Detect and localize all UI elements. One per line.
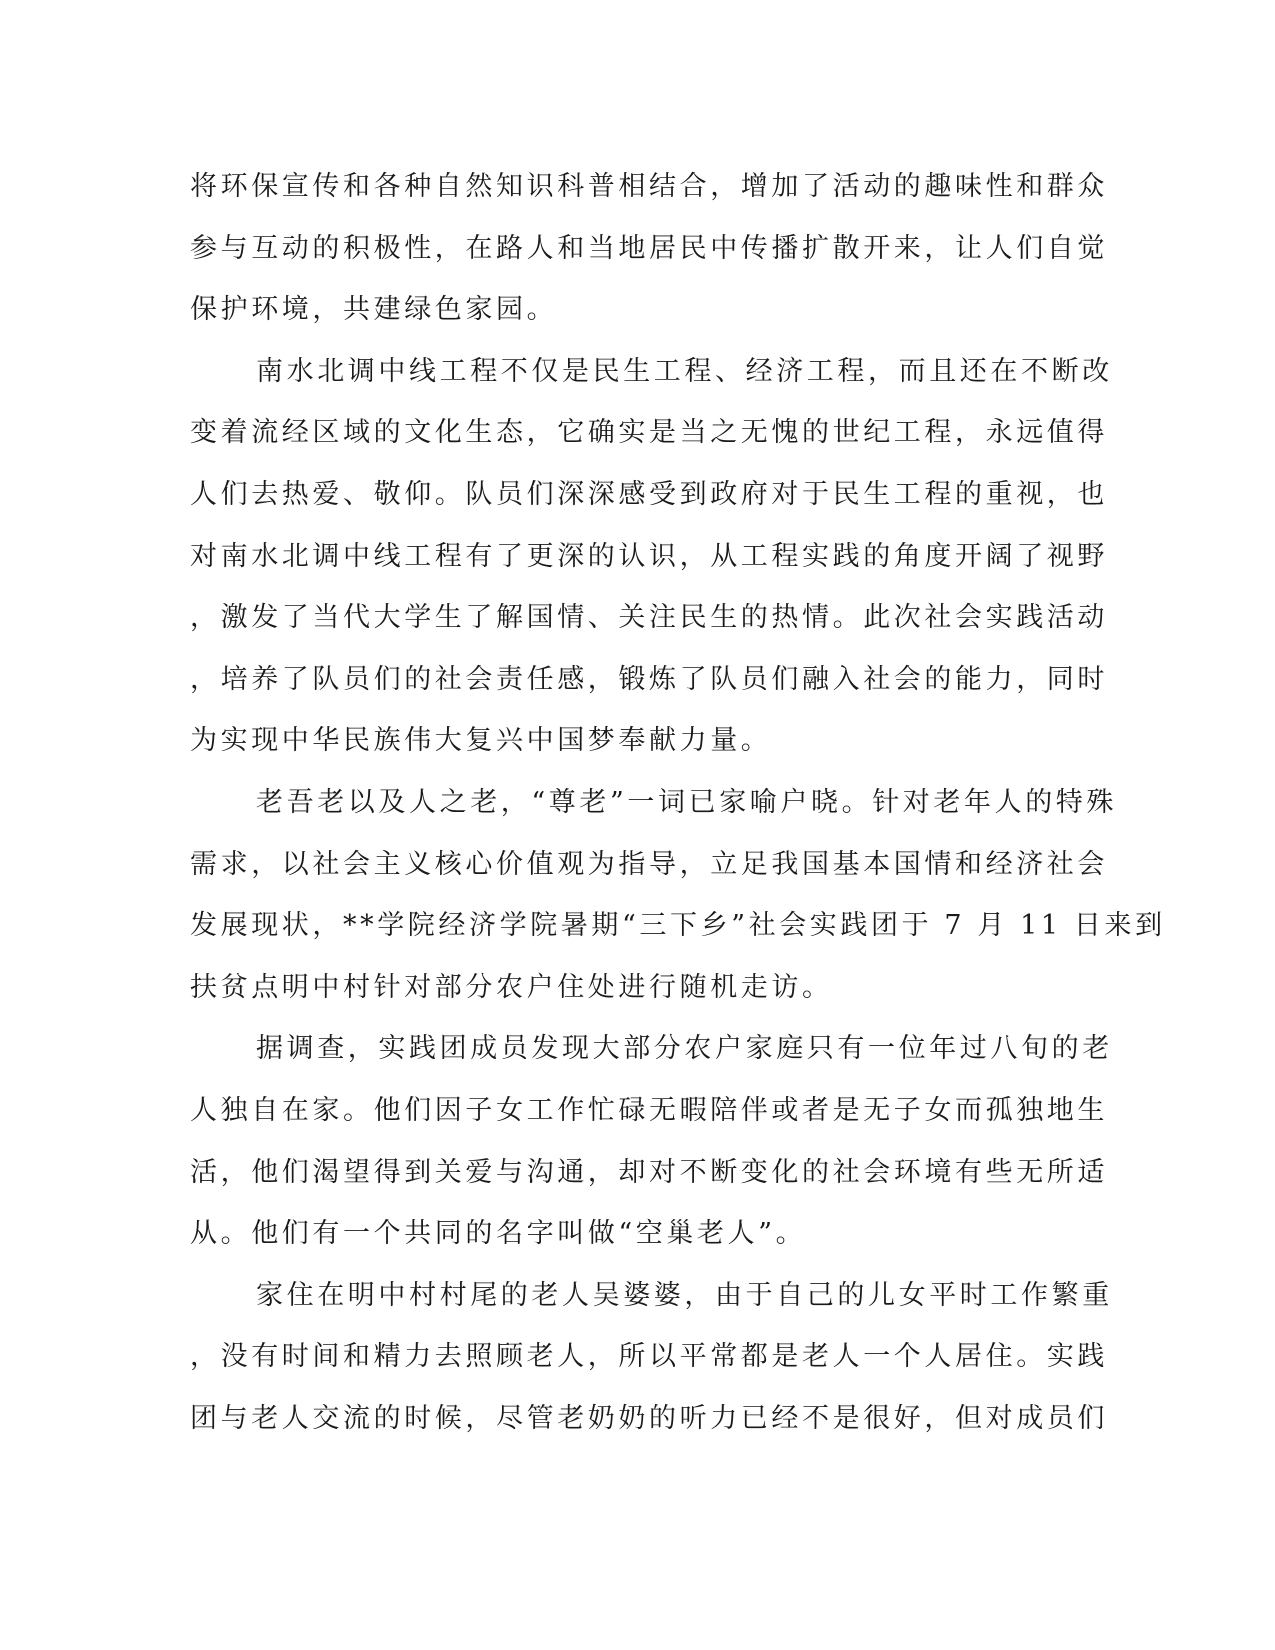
- paragraph-4-line-4: 从。他们有一个共同的名字叫做“空巢老人”。: [190, 1218, 807, 1250]
- paragraph-1-line-3: 保护环境，共建绿色家园。: [190, 294, 558, 326]
- paragraph-3-line-3: 发展现状，**学院经济学院暑期“三下乡”社会实践团于 7 月 11 日来到: [190, 910, 1166, 942]
- paragraph-5-line-1: 家住在明中村村尾的老人吴婆婆，由于自己的儿女平时工作繁重: [256, 1279, 1113, 1311]
- paragraph-2-line-2: 变着流经区域的文化生态，它确实是当之无愧的世纪工程，永远值得: [190, 417, 1108, 449]
- paragraph-1-line-2: 参与互动的积极性，在路人和当地居民中传播扩散开来，让人们自觉: [190, 232, 1108, 264]
- paragraph-2-line-7: 为实现中华民族伟大复兴中国梦奉献力量。: [190, 725, 772, 757]
- paragraph-1-line-1: 将环保宣传和各种自然知识科普相结合，增加了活动的趣味性和群众: [190, 171, 1108, 202]
- paragraph-3-line-1: 老吾老以及人之老，“尊老”一词已家喻户晓。针对老年人的特殊: [256, 786, 1118, 818]
- paragraph-2-line-6: ，培养了队员们的社会责任感，锻炼了队员们融入社会的能力，同时: [190, 663, 1108, 695]
- paragraph-5-line-3: 团与老人交流的时候，尽管老奶奶的听力已经不是很好，但对成员们: [190, 1402, 1108, 1434]
- paragraph-2-line-3: 人们去热爱、敬仰。队员们深深感受到政府对于民生工程的重视，也: [190, 478, 1108, 510]
- paragraph-2-line-5: ，激发了当代大学生了解国情、关注民生的热情。此次社会实践活动: [190, 602, 1108, 634]
- paragraph-4-line-2: 人独自在家。他们因子女工作忙碌无暇陪伴或者是无子女而孤独地生: [190, 1094, 1108, 1126]
- paragraph-3-line-4: 扶贫点明中村针对部分农户住处进行随机走访。: [190, 971, 833, 1003]
- paragraph-4-line-3: 活，他们渴望得到关爱与沟通，却对不断变化的社会环境有些无所适: [190, 1156, 1108, 1188]
- paragraph-4-line-1: 据调查，实践团成员发现大部分农户家庭只有一位年过八旬的老: [256, 1033, 1113, 1065]
- paragraph-3-line-2: 需求，以社会主义核心价值观为指导，立足我国基本国情和经济社会: [190, 848, 1108, 880]
- body-text: [190, 156, 1166, 1449]
- paragraph-2-line-1: 南水北调中线工程不仅是民生工程、经济工程，而且还在不断改: [256, 355, 1113, 387]
- paragraph-2-line-4: 对南水北调中线工程有了更深的认识，从工程实践的角度开阔了视野: [190, 540, 1108, 572]
- paragraph-5-line-2: ，没有时间和精力去照顾老人，所以平常都是老人一个人居住。实践: [190, 1341, 1108, 1373]
